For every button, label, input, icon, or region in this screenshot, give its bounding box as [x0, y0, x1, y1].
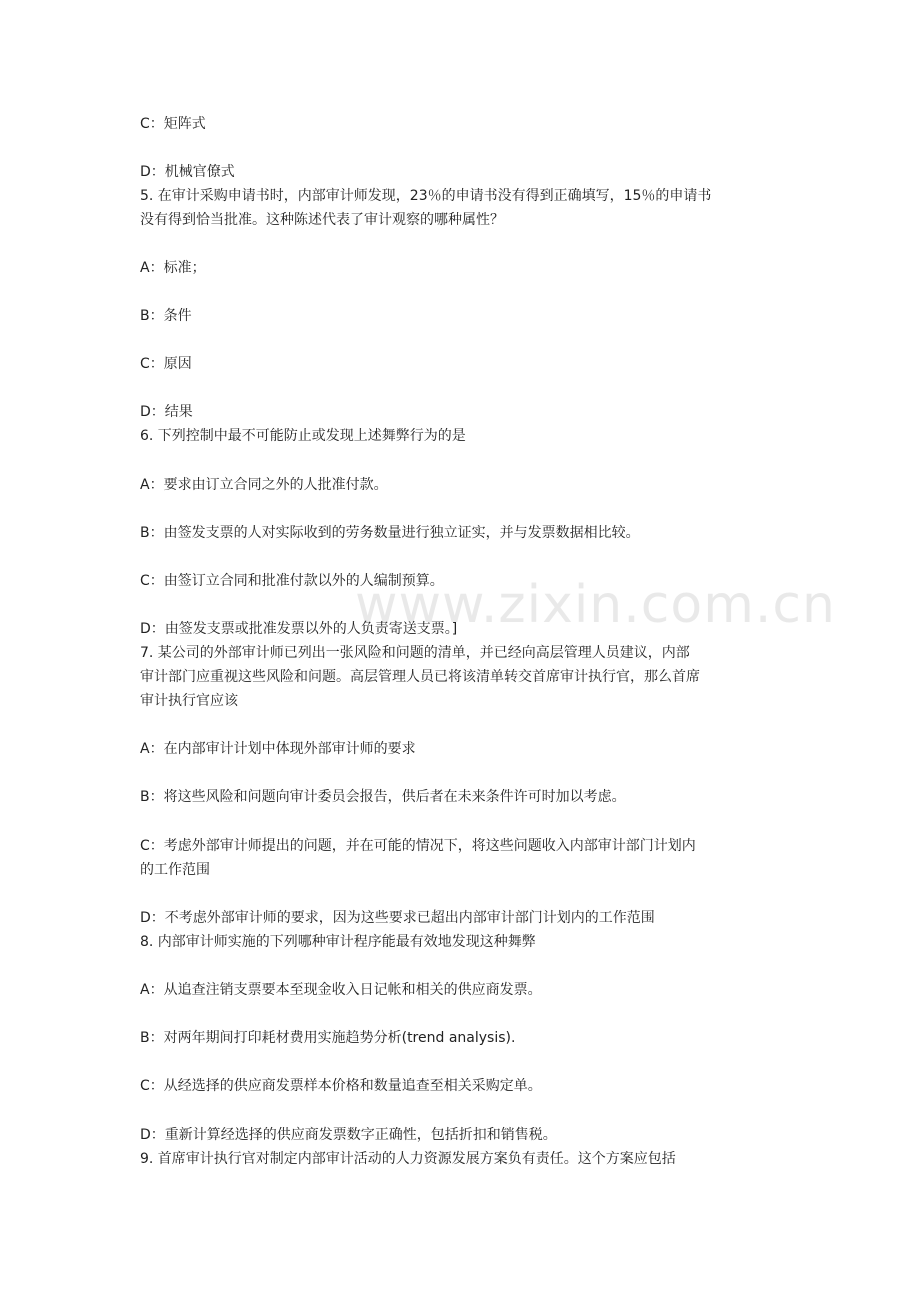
- option-b-q7: B：将这些风险和问题向审计委员会报告，供后者在未来条件许可时加以考虑。: [140, 789, 626, 805]
- option-c-q6: C：由签订立合同和批准付款以外的人编制预算。: [140, 573, 444, 589]
- question-9: 9. 首席审计执行官对制定内部审计活动的人力资源发展方案负有责任。这个方案应包括: [140, 1151, 676, 1167]
- option-a-q8: A：从追查注销支票要本至现金收入日记帐和相关的供应商发票。: [140, 982, 542, 998]
- option-d-q6: D：由签发支票或批准发票以外的人负责寄送支票。]: [140, 621, 458, 637]
- question-5-line-2: 没有得到恰当批准。这种陈述代表了审计观察的哪种属性？: [140, 212, 504, 228]
- option-d-q5: D：结果: [140, 404, 193, 420]
- watermark: www.zixin.com.cn: [355, 575, 836, 635]
- option-d-q7: D：不考虑外部审计师的要求，因为这些要求已超出内部审计部门计划内的工作范围: [140, 910, 655, 926]
- option-b-q6: B：由签发支票的人对实际收到的劳务数量进行独立证实，并与发票数据相比较。: [140, 525, 640, 541]
- option-c-q8: C：从经选择的供应商发票样本价格和数量追查至相关采购定单。: [140, 1078, 542, 1094]
- question-6: 6. 下列控制中最不可能防止或发现上述舞弊行为的是: [140, 428, 466, 444]
- question-7-line-2: 审计部门应重视这些风险和问题。高层管理人员已将该清单转交首席审计执行官，那么首席: [140, 669, 700, 685]
- option-a-q6: A：要求由订立合同之外的人批准付款。: [140, 477, 388, 493]
- question-7-line-3: 审计执行官应该: [140, 693, 238, 709]
- option-c-q7-line-1: C：考虑外部审计师提出的问题，并在可能的情况下，将这些问题收入内部审计部门计划内: [140, 838, 696, 854]
- question-5-line-1: 5. 在审计采购申请书时，内部审计师发现，23％的申请书没有得到正确填写，15％的申请书: [140, 188, 712, 204]
- option-c-q4: C：矩阵式: [140, 116, 206, 132]
- option-d-q8: D：重新计算经选择的供应商发票数字正确性，包括折扣和销售税。: [140, 1127, 557, 1143]
- option-c-q7-line-2: 的工作范围: [140, 862, 210, 878]
- option-a-q7: A：在内部审计计划中体现外部审计师的要求: [140, 741, 416, 757]
- question-7-line-1: 7. 某公司的外部审计师已列出一张风险和问题的清单，并已经向高层管理人员建议，内部: [140, 645, 690, 661]
- option-c-q5: C：原因: [140, 356, 192, 372]
- option-b-q5: B：条件: [140, 308, 192, 324]
- option-b-q8: B：对两年期间打印耗材费用实施趋势分析(trend analysis).: [140, 1030, 516, 1046]
- question-8: 8. 内部审计师实施的下列哪种审计程序能最有效地发现这种舞弊: [140, 934, 536, 950]
- option-a-q5: A：标准；: [140, 260, 206, 276]
- option-d-q4: D：机械官僚式: [140, 164, 235, 180]
